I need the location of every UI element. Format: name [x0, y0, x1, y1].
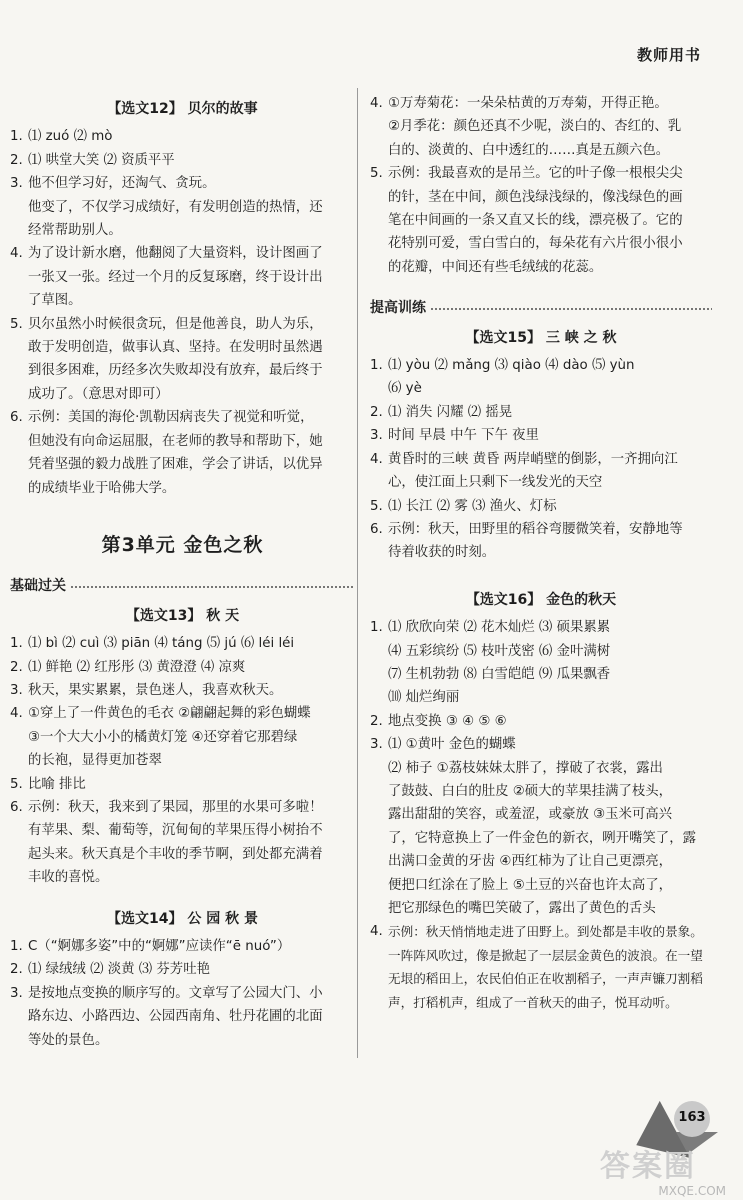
item-number: 5.	[10, 316, 23, 332]
answer-line: 了鼓鼓、白白的肚皮 ②硕大的苹果挂满了枝头，	[388, 783, 673, 799]
band-label: 提高训练	[370, 300, 426, 317]
answer-line: 比喻 排比	[28, 776, 86, 792]
answer-line: 露出甜甜的笑容，或羞涩，或豪放 ③玉米可高兴	[388, 807, 673, 823]
answer-line: 无垠的稻田上，农民伯伯正在收割稻子，一声声镰刀割稻	[388, 971, 703, 987]
answer-line: ⑴ 鲜艳 ⑵ 红彤彤 ⑶ 黄澄澄 ⑷ 凉爽	[28, 659, 246, 675]
answer-item	[10, 125, 355, 148]
answer-line: ⑴ 欣欣向荣 ⑵ 花木灿烂 ⑶ 硕果累累	[388, 620, 611, 636]
answer-item	[10, 773, 355, 796]
item-number: 2.	[370, 404, 383, 420]
answer-item	[370, 401, 712, 424]
answer-line: 秋天，果实累累，景色迷人，我喜欢秋天。	[28, 682, 283, 698]
answer-item	[10, 632, 355, 655]
answer-line: 路东边、小路西边、公园西南角、牡丹花圃的北面	[28, 1009, 323, 1025]
answer-item	[370, 424, 712, 447]
left-column	[10, 92, 355, 1052]
answer-line: 示例：美国的海伦·凯勒因病丧失了视觉和听觉，	[28, 410, 314, 426]
item-number: 4.	[370, 96, 383, 111]
item-number: 4.	[10, 706, 23, 722]
answer-line: 了草图。	[28, 293, 82, 309]
section-title-13: 【选文13】 秋 天	[125, 607, 240, 624]
answer-line: ⑴ bì ⑵ cuì ⑶ piān ⑷ táng ⑸ jú ⑹ léi léi	[28, 636, 295, 652]
answer-line: ⑺ 生机勃勃 ⑻ 白雪皑皑 ⑼ 瓜果飘香	[388, 666, 611, 682]
answer-item	[370, 495, 712, 518]
item-number: 3.	[370, 737, 383, 753]
answer-item	[10, 679, 355, 702]
item-number: 6.	[370, 521, 383, 537]
answer-line: C（“婀娜多姿”中的“婀娜”应读作“ē nuó”）	[28, 939, 291, 954]
section-title-14: 【选文14】 公 园 秋 景	[107, 910, 258, 927]
page-header-title: 教师用书	[636, 46, 701, 64]
answer-line: ⑴ zuó ⑵ mò	[28, 129, 113, 145]
answer-line: 一张又一张。经过一个月的反复琢磨，终于设计出	[28, 269, 323, 285]
answer-line: 他变了，不仅学习成绩好，有发明创造的热情，还	[28, 199, 323, 215]
item-number: 5.	[10, 776, 23, 792]
answer-line: ⑴ 哄堂大笑 ⑵ 资质平平	[28, 152, 175, 168]
item-number: 4.	[370, 451, 383, 467]
section-band-basic	[10, 575, 355, 598]
dotted-rule	[70, 585, 355, 589]
answer-line: 成功了。（意思对即可）	[28, 386, 169, 402]
answer-line: ⑵ 柿子 ①荔枝妹妹太胖了，撑破了衣裳，露出	[388, 760, 663, 776]
answer-line: ⑴ 长江 ⑵ 雾 ⑶ 渔火、灯标	[388, 498, 557, 514]
section-14-answers	[10, 935, 355, 1052]
section-15-answers	[370, 354, 712, 565]
answer-line: 是按地点变换的顺序写的。文章写了公园大门、小	[28, 985, 323, 1001]
answer-line: 了，它特意换上了一件金色的新衣，咧开嘴笑了，露	[388, 830, 696, 846]
answer-line: 把它那绿色的嘴巴笑破了，露出了黄色的舌头	[388, 901, 656, 916]
answer-item	[10, 958, 355, 981]
answer-line: ⑴ 绿绒绒 ⑵ 淡黄 ⑶ 芬芳吐艳	[28, 962, 210, 978]
answer-line: 起头来。秋天真是个丰收的季节啊，到处都充满着	[28, 846, 323, 862]
answer-line: 的长袍，显得更加苍翠	[28, 753, 162, 769]
answer-line: 便把口红涂在了脸上 ⑤土豆的兴奋也许太高了，	[388, 877, 673, 893]
item-number: 4.	[370, 924, 383, 940]
column-divider	[357, 88, 358, 1058]
answer-item	[10, 313, 355, 407]
section-13-answers	[10, 632, 355, 889]
answer-line: 等处的景色。	[28, 1032, 109, 1048]
item-number: 5.	[370, 498, 383, 514]
answer-item	[10, 702, 355, 772]
answer-line: 的花瓣，中间还有些毛绒绒的花蕊。	[388, 259, 603, 275]
answer-line: 示例：秋天，田野里的稻谷弯腰微笑着，安静地等	[388, 521, 683, 537]
answer-line: 时间 早晨 中午 下午 夜里	[388, 428, 539, 444]
answer-item	[370, 710, 712, 733]
answer-line: 示例：秋天悄悄地走进了田野上。到处都是丰收的景象。	[388, 924, 703, 940]
answer-line: 地点变换 ③ ④ ⑤ ⑥	[388, 713, 507, 729]
item-number: 2.	[370, 713, 383, 729]
answer-line: ⑴ 消失 闪耀 ⑵ 摇晃	[388, 404, 513, 420]
band-label: 基础过关	[10, 578, 66, 595]
item-number: 6.	[10, 799, 23, 815]
answer-line: 敢于发明创造，做事认真、坚持。在发明时虽然遇	[28, 340, 323, 356]
answer-line: 有苹果、梨、葡萄等，沉甸甸的苹果压得小树抬不	[28, 823, 323, 839]
watermark-site: MXQE.COM	[658, 1184, 726, 1198]
watermark-logo	[600, 1149, 730, 1198]
section-12-answers	[10, 125, 355, 500]
unit-title: 第3单元 金色之秋	[101, 533, 264, 556]
answer-item	[10, 982, 355, 1052]
answer-item	[10, 935, 355, 958]
answer-line: 丰收的喜悦。	[28, 870, 109, 886]
answer-item	[370, 733, 712, 920]
answer-line: 他不但学习好，还淘气、贪玩。	[28, 176, 216, 192]
item-number: 1.	[370, 358, 383, 374]
answer-line: 花特别可爱，雪白雪白的，每朵花有六片很小很小	[388, 236, 683, 252]
answer-line: 经常帮助别人。	[28, 223, 122, 239]
item-number: 3.	[370, 428, 383, 444]
answer-line: 凭着坚强的毅力战胜了困难，学会了讲话，以优异	[28, 457, 323, 473]
answer-line: 示例：秋天，我来到了果园，那里的水果可多啦！	[28, 799, 323, 815]
item-number: 6.	[10, 410, 23, 426]
right-column	[370, 92, 712, 1014]
answer-line: 贝尔虽然小时候很贪玩，但是他善良，助人为乐，	[28, 316, 323, 332]
answer-item	[370, 162, 712, 279]
answer-line: 白的、淡黄的、白中透红的……真是五颜六色。	[388, 142, 670, 158]
item-number: 5.	[370, 166, 383, 182]
answer-line: ③一个大大小小的橘黄灯笼 ④还穿着它那碧绿	[28, 729, 298, 745]
answer-line: 心，使江面上只剩下一线发光的天空	[388, 475, 603, 491]
answer-item	[10, 149, 355, 172]
answer-line: 的针，茎在中间，颜色浅绿浅绿的，像浅绿色的画	[388, 189, 683, 205]
item-number: 3.	[10, 176, 23, 192]
item-number: 3.	[10, 985, 23, 1001]
section-title-15: 【选文15】 三 峡 之 秋	[465, 329, 617, 346]
answer-item	[10, 242, 355, 312]
section-title-12: 【选文12】 贝尔的故事	[107, 101, 258, 117]
answer-item	[10, 172, 355, 242]
section-band-advanced	[370, 297, 712, 320]
answer-item	[10, 656, 355, 679]
answer-line: ⑴ ①黄叶 金色的蝴蝶	[388, 737, 516, 753]
answer-line: ②月季花：颜色还真不少呢，淡白的、杏红的、乳	[388, 119, 682, 135]
item-number: 2.	[10, 962, 23, 978]
answer-item	[370, 518, 712, 565]
item-number: 2.	[10, 152, 23, 168]
answer-line: 待着收获的时刻。	[388, 545, 496, 561]
dotted-rule	[430, 307, 712, 311]
item-number: 1.	[10, 939, 23, 954]
answer-line: 笔在中间画的一条又直又长的线，漂亮极了。它的	[388, 213, 683, 229]
answer-line: 声，打稻机声，组成了一首秋天的曲子，悦耳动听。	[388, 994, 678, 1010]
section-title-16: 【选文16】 金色的秋天	[465, 591, 617, 608]
answer-line: ①穿上了一件黄色的毛衣 ②翩翩起舞的彩色蝴蝶	[28, 706, 311, 722]
answer-item	[10, 796, 355, 890]
item-number: 1.	[10, 636, 23, 652]
answer-item	[10, 406, 355, 500]
answer-line: 的成绩毕业于哈佛大学。	[28, 480, 176, 496]
item-number: 3.	[10, 682, 23, 698]
answer-item	[370, 354, 712, 401]
answer-line: 黄昏时的三峡 黄昏 两岸峭壁的倒影，一齐拥向江	[388, 451, 678, 467]
answer-line: 到很多困难，历经多次失败却没有放弃，最后终于	[28, 363, 323, 379]
answer-line: 出满口金黄的牙齿 ④西红柿为了让自己更漂亮，	[388, 854, 673, 870]
answer-line: 一阵阵风吹过，像是掀起了一层层金黄色的波浪。在一望	[388, 947, 703, 963]
answer-item	[370, 616, 712, 710]
answer-line: 示例：我最喜欢的是吊兰。它的叶子像一根根尖尖	[388, 166, 683, 182]
answer-item	[370, 920, 712, 1014]
section-16-answers	[370, 616, 712, 1014]
answer-item	[370, 448, 712, 495]
item-number: 2.	[10, 659, 23, 675]
answer-line: ⑽ 灿烂绚丽	[388, 690, 460, 706]
answer-item	[370, 92, 712, 162]
page-number: 163	[678, 1110, 706, 1125]
item-number: 1.	[370, 620, 383, 636]
answer-line: ⑷ 五彩缤纷 ⑸ 枝叶茂密 ⑹ 金叶满树	[388, 643, 611, 659]
watermark-mark: 答案圈	[600, 1149, 696, 1184]
item-number: 4.	[10, 246, 23, 262]
item-number: 1.	[10, 129, 23, 145]
answer-line: ⑴ yòu ⑵ mǎng ⑶ qiào ⑷ dào ⑸ yùn	[388, 358, 635, 374]
answer-line: 但她没有向命运屈服，在老师的教导和帮助下，她	[28, 433, 323, 449]
answer-line: ⑹ yè	[388, 381, 422, 397]
answer-line: 为了设计新水磨，他翻阅了大量资料，设计图画了	[28, 246, 323, 262]
section-12-continued	[370, 92, 712, 279]
answer-line: ①万寿菊花：一朵朵枯黄的万寿菊，开得正艳。	[388, 96, 668, 111]
